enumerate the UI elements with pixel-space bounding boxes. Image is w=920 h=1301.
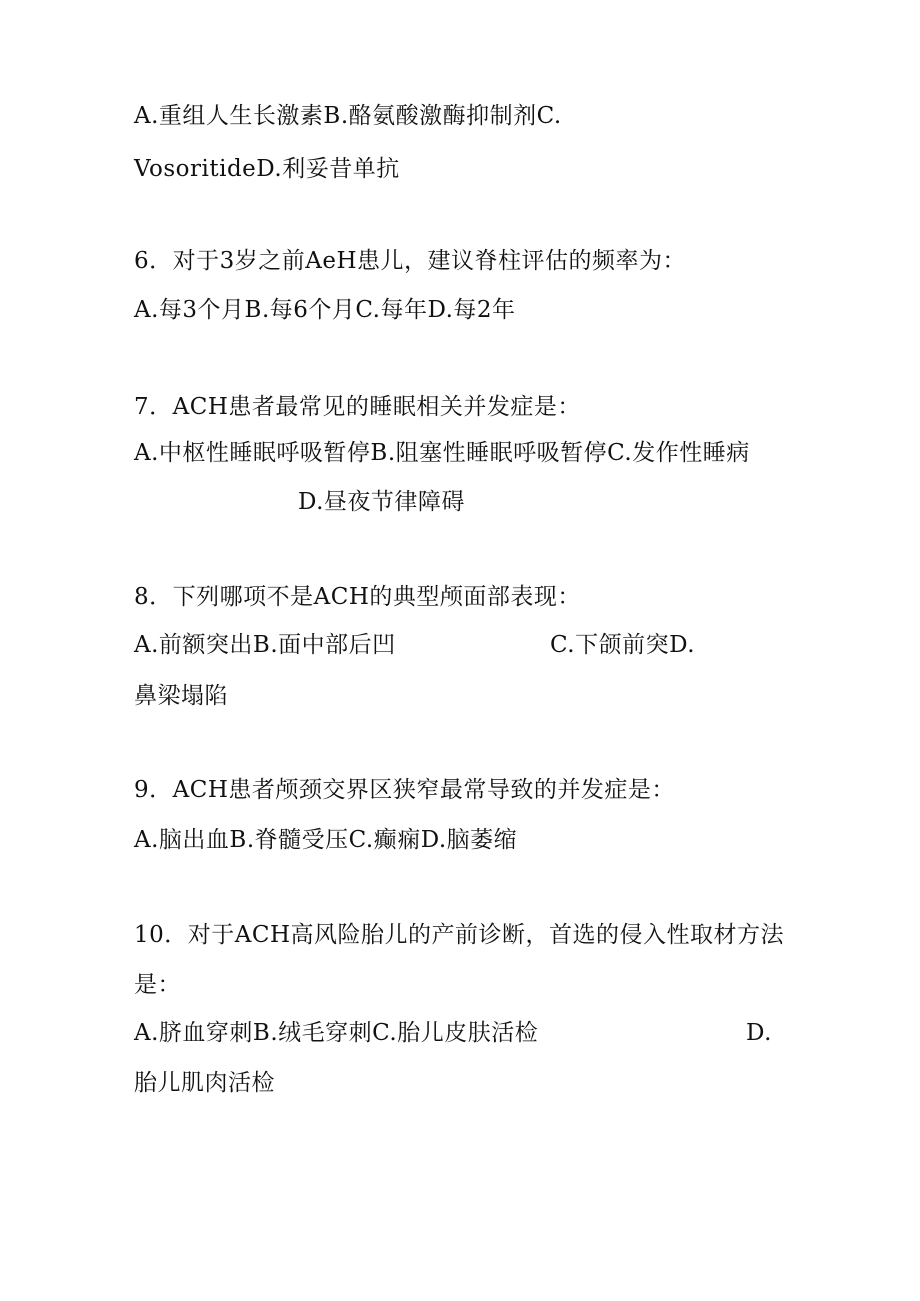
q7-question: 7．ACH患者最常见的睡眠相关并发症是：: [134, 394, 581, 420]
q5-options-line-2: VosoritideD.利妥昔单抗: [134, 156, 400, 182]
q8-options-line-2: 鼻梁塌陷: [134, 683, 228, 709]
q8-options-line-1a: A.前额突出B.面中部后凹: [134, 632, 396, 658]
q10-options-line-1a: A.脐血穿刺B.绒毛穿刺C.胎儿皮肤活检: [134, 1020, 539, 1046]
q9-question: 9．ACH患者颅颈交界区狭窄最常导致的并发症是：: [134, 777, 675, 803]
q5-options-line-1: A.重组人生长激素B.酪氨酸激酶抑制剂C.: [134, 103, 562, 129]
q10-question-line-2: 是：: [134, 972, 181, 998]
q10-question-line-1: 10．对于ACH高风险胎儿的产前诊断，首选的侵入性取材方法: [134, 922, 785, 948]
q10-options-line-1b: D.: [746, 1020, 772, 1046]
q8-options-line-1b: C.下颌前突D.: [550, 632, 696, 658]
q10-options-line-2: 胎儿肌肉活检: [134, 1070, 275, 1096]
q7-options-line-2: D.昼夜节律障碍: [298, 489, 465, 515]
q8-question: 8．下列哪项不是ACH的典型颅面部表现：: [134, 584, 581, 610]
q6-options-line-1: A.每3个月B.每6个月C.每年D.每2年: [134, 297, 516, 323]
q6-question: 6．对于3岁之前AeH患儿，建议脊柱评估的频率为：: [134, 248, 687, 274]
q9-options-line-1: A.脑出血B.脊髓受压C.癫痫D.脑萎缩: [134, 827, 518, 853]
q7-options-line-1: A.中枢性睡眠呼吸暂停B.阻塞性睡眠呼吸暂停C.发作性睡病: [134, 440, 750, 466]
